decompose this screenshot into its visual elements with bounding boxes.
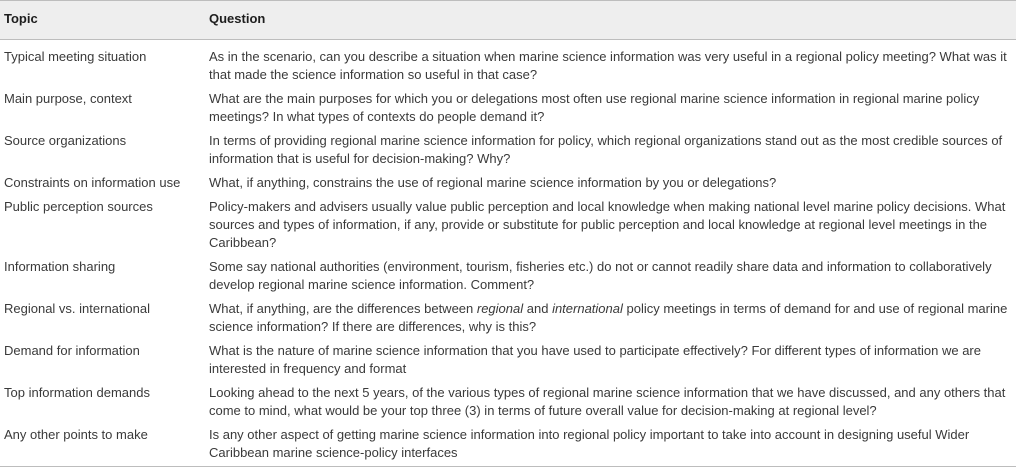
header-question: Question — [209, 11, 266, 26]
emphasis-international: international — [552, 301, 623, 316]
question-text: policy meetings in terms of demand for and use of regional marine science information? If there are differences, why is this? — [209, 301, 1008, 334]
row-question: In terms of providing regional marine science information for policy, which regional organizations stand out as the most credible sources of information that is useful for decision-making? Why? — [209, 133, 1003, 166]
emphasis-regional: regional — [476, 301, 524, 316]
table-bottom-rule — [0, 466, 1016, 467]
row-question: What, if anything, constrains the use of regional marine science information by you or delegations? — [209, 175, 777, 190]
row-question — [209, 300, 1009, 336]
row-topic: Regional vs. international — [4, 301, 150, 316]
row-topic: Constraints on information use — [4, 175, 181, 190]
table-row — [0, 48, 1016, 90]
table-row — [0, 132, 1016, 174]
row-topic: Information sharing — [4, 259, 116, 274]
table-header — [0, 0, 1016, 40]
table-row — [0, 426, 1016, 468]
row-topic: Any other points to make — [4, 427, 148, 442]
row-topic: Top information demands — [4, 385, 150, 400]
table-row — [0, 198, 1016, 258]
row-question: What are the main purposes for which you or delegations most often use regional marine science information in regional marine policy meetings? In what types of contexts do people demand it? — [209, 91, 980, 124]
row-topic: Typical meeting situation — [4, 49, 147, 64]
header-topic: Topic — [4, 11, 38, 26]
table-body — [0, 40, 1016, 468]
row-topic: Public perception sources — [4, 199, 153, 214]
row-question: Is any other aspect of getting marine science information into regional policy important to take into account in designing useful Wider Caribbean marine science-policy interfaces — [209, 427, 970, 460]
row-question: As in the scenario, can you describe a situation when marine science information was very useful in a regional policy meeting? What was it that made the science information so useful in that case? — [209, 49, 1007, 82]
table-row — [0, 384, 1016, 426]
row-question: Some say national authorities (environment, tourism, fisheries etc.) do not or cannot readily share data and information to collaboratively develop regional marine science information. Comment? — [209, 259, 992, 292]
table-row — [0, 342, 1016, 384]
row-question: Looking ahead to the next 5 years, of the various types of regional marine science information that we have discussed, and any others that come to mind, what would be your top three (3) in terms of future overall value for decision-making at regional level? — [209, 385, 1006, 418]
row-question: Policy-makers and advisers usually value public perception and local knowledge when making national level marine policy decisions. What sources and types of information, if any, provide or substitute for public perception and local knowledge at regional level meetings in the Caribbean? — [209, 199, 1006, 250]
table-row — [0, 258, 1016, 300]
row-topic: Demand for information — [4, 343, 140, 358]
row-topic: Source organizations — [4, 133, 127, 148]
question-text: What, if anything, are the differences between — [209, 301, 477, 316]
table-row — [0, 90, 1016, 132]
table-row — [0, 174, 1016, 198]
table-row — [0, 300, 1016, 342]
row-topic: Main purpose, context — [4, 91, 132, 106]
question-text: and — [523, 301, 553, 316]
row-question: What is the nature of marine science information that you have used to participate effectively? For different types of information we are interested in frequency and format — [209, 343, 981, 376]
